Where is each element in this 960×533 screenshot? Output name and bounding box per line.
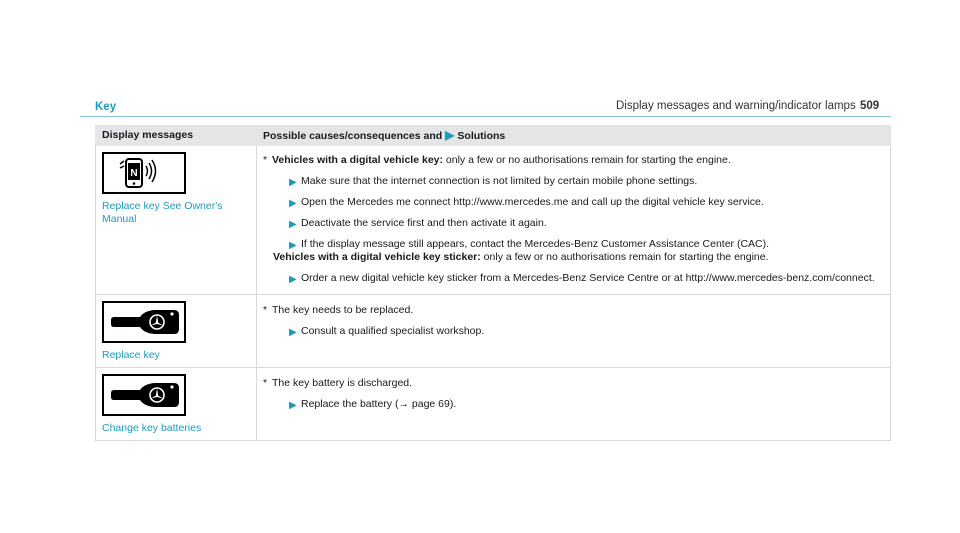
- cause-detail: The key battery is discharged.: [272, 377, 413, 389]
- solution-step: [273, 196, 884, 209]
- step-text: If the display message still appears, contact the Mercedes-Benz Customer Assistance Center (CAC).: [301, 238, 770, 250]
- message-cell: [96, 146, 257, 295]
- step-text: Consult a qualified specialist workshop.: [301, 325, 485, 337]
- solution-step: [273, 272, 884, 285]
- cause-text: [273, 251, 884, 264]
- cause-bold: Vehicles with a digital vehicle key sticker:: [273, 251, 481, 263]
- footnote-marker: *: [263, 304, 268, 316]
- play-arrow-icon: ▶: [289, 327, 297, 338]
- message-cell: [96, 368, 257, 441]
- step-text: Open the Mercedes me connect http://www.mercedes.me and call up the digital vehicle key service.: [301, 196, 764, 208]
- mercedes-key-battery-icon: [102, 374, 186, 416]
- play-arrow-icon: ▶: [289, 240, 297, 251]
- col-header-solutions-text: Solutions: [457, 129, 506, 142]
- cause-text: [263, 377, 884, 390]
- col-header-causes: [257, 126, 891, 146]
- page-number: 509: [860, 100, 880, 112]
- cause-detail: only a few or no authorisations remain for starting the engine.: [443, 154, 731, 166]
- svg-text:N: N: [130, 168, 138, 179]
- table-row: [96, 295, 891, 368]
- display-messages-table: [95, 125, 891, 441]
- cause-text: [263, 154, 884, 167]
- header-rule: [80, 116, 891, 117]
- table-row: [96, 368, 891, 441]
- play-arrow-icon: ▶: [289, 400, 297, 411]
- play-arrow-icon: ▶: [445, 127, 455, 142]
- table-row: [96, 146, 891, 295]
- step-text: Deactivate the service first and then activate it again.: [301, 217, 547, 229]
- digital-key-phone-icon: [102, 152, 186, 194]
- message-cell: [96, 295, 257, 368]
- step-text: Order a new digital vehicle key sticker from a Mercedes-Benz Service Centre or at http://www.mercedes-benz.com/connect.: [301, 272, 875, 284]
- running-header-title: Display messages and warning/indicator lamps: [616, 100, 856, 112]
- table-header-row: [96, 126, 891, 146]
- col-header-display-messages: Display messages: [96, 126, 257, 146]
- play-arrow-icon: ▶: [289, 177, 297, 188]
- solution-step: [273, 175, 884, 188]
- cause-detail: only a few or no authorisations remain for starting the engine.: [480, 251, 769, 263]
- solution-cell: [257, 146, 891, 295]
- step-text: Make sure that the internet connection is not limited by certain mobile phone settings.: [301, 175, 698, 187]
- cause-bold: Vehicles with a digital vehicle key:: [272, 154, 443, 166]
- cause-text: [263, 304, 884, 317]
- play-arrow-icon: ▶: [289, 219, 297, 230]
- cause-detail: The key needs to be replaced.: [272, 304, 414, 316]
- section-title: Key: [95, 101, 117, 113]
- message-label: Replace key: [102, 349, 160, 361]
- solution-step: [273, 238, 884, 251]
- footnote-marker: *: [263, 154, 268, 166]
- message-label: Change key batteries: [102, 422, 202, 434]
- solution-step: [273, 325, 884, 338]
- solution-cell: [257, 368, 891, 441]
- play-arrow-icon: ▶: [289, 198, 297, 209]
- solution-step: [273, 398, 884, 411]
- play-arrow-icon: ▶: [289, 274, 297, 285]
- mercedes-key-icon: [102, 301, 186, 343]
- footnote-marker: *: [263, 377, 268, 389]
- solution-step: [273, 217, 884, 230]
- step-text: Replace the battery (→ page 69).: [301, 398, 457, 410]
- message-label: Replace key See Owner's Manual: [102, 200, 223, 225]
- col-header-causes-text: Possible causes/consequences and: [263, 129, 443, 142]
- solution-cell: [257, 295, 891, 368]
